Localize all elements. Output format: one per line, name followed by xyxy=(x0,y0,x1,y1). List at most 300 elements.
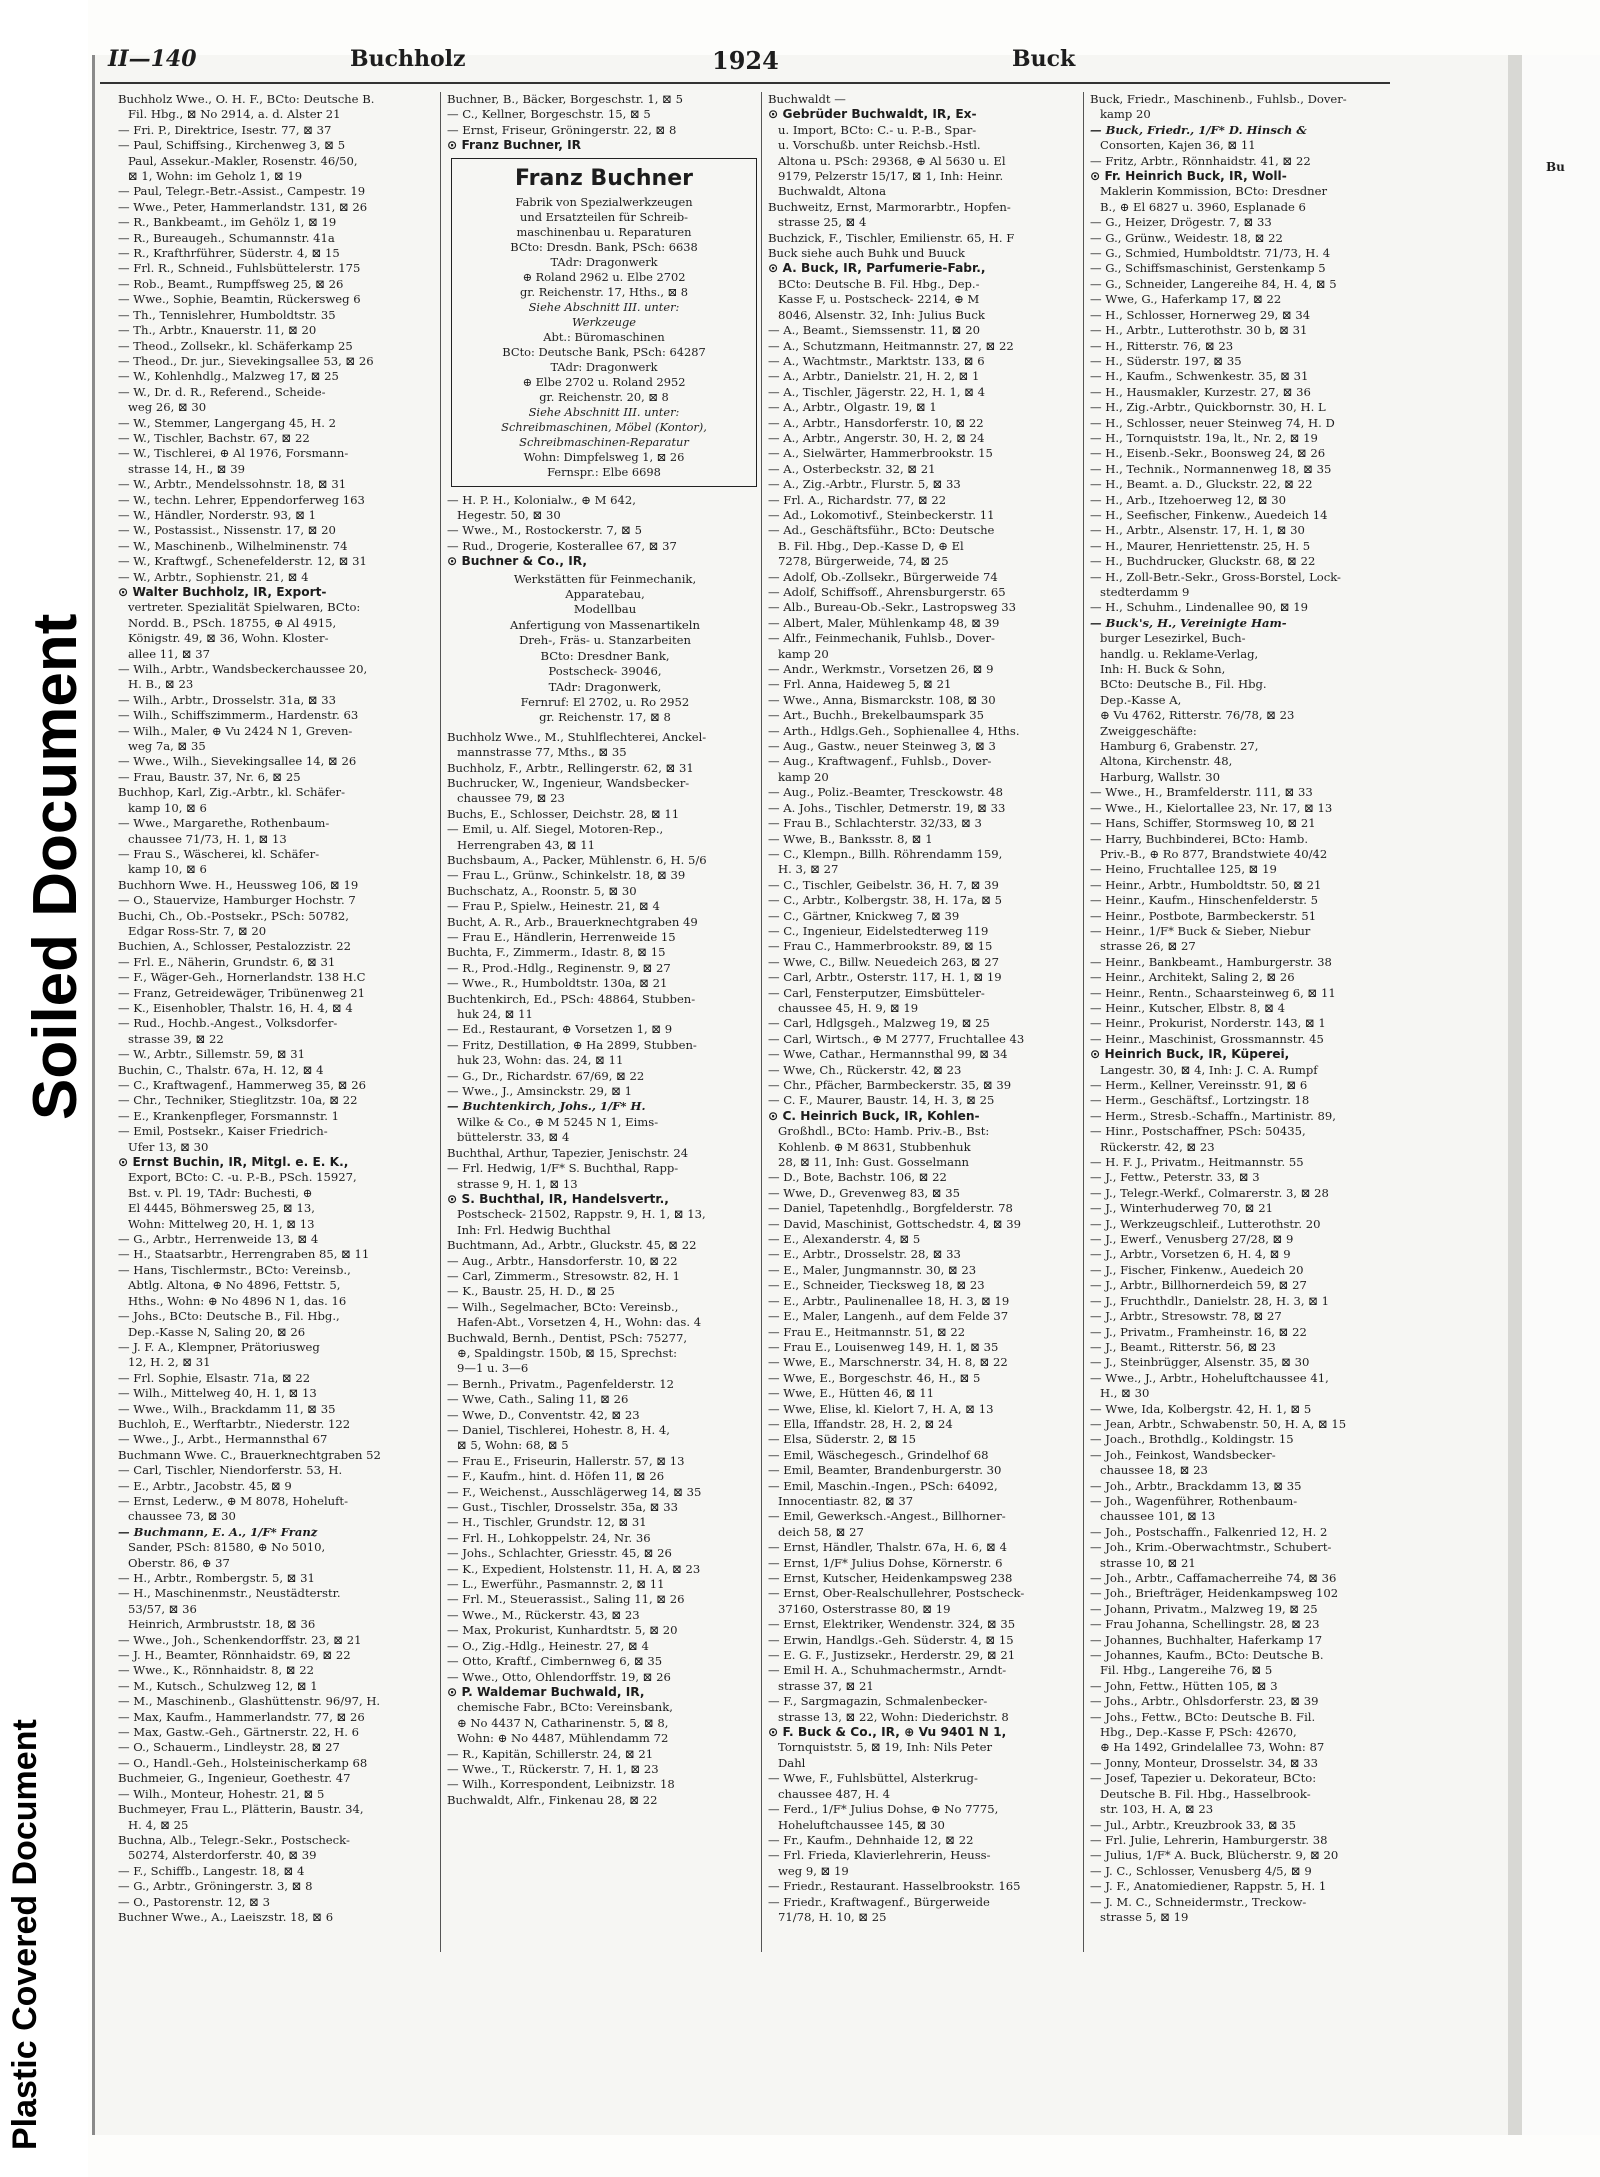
directory-entry: — Wwe., Peter, Hammerlandstr. 131, ⊠ 26 xyxy=(118,199,368,214)
directory-entry: — M., Maschinenb., Glashüttenstr. 96/97, H. xyxy=(118,1694,381,1709)
directory-entry: — W., Stemmer, Langergang 45, H. 2 xyxy=(118,415,336,430)
directory-entry: — H., Kaufm., Schwenkestr. 35, ⊠ 31 xyxy=(1090,369,1309,384)
directory-entry: strasse 13, ⊠ 22, Wohn: Diederichstr. 8 xyxy=(778,1709,1009,1724)
column-2-bottom-entries xyxy=(447,730,763,1808)
directory-entry: Buchschatz, A., Roonstr. 5, ⊠ 30 xyxy=(447,883,637,898)
directory-entry: Maklerin Kommission, BCto: Dresdner xyxy=(1100,184,1328,199)
directory-entry: ⊕ Vu 4762, Ritterstr. 76/78, ⊠ 23 xyxy=(1100,708,1295,723)
directory-entry: ⊠ 5, Wohn: 68, ⊠ 5 xyxy=(457,1438,569,1453)
directory-entry: 12, H. 2, ⊠ 31 xyxy=(128,1355,211,1370)
directory-entry: — Buck's, H., Vereinigte Ham- xyxy=(1090,615,1287,630)
directory-entry: Sander, PSch: 81580, ⊕ No 5010, xyxy=(128,1540,326,1555)
directory-entry: Buchmeyer, Frau L., Plätterin, Baustr. 34, xyxy=(118,1802,364,1817)
directory-entry: chemische Fabr., BCto: Vereinsbank, xyxy=(457,1700,673,1715)
directory-entry: 9179, Pelzerstr 15/17, ⊠ 1, Inh: Heinr. xyxy=(778,169,1004,184)
directory-entry: — Albert, Maler, Mühlenkamp 48, ⊠ 39 xyxy=(768,615,1000,630)
directory-entry: Fil. Hbg., Langereihe 76, ⊠ 5 xyxy=(1100,1663,1273,1678)
directory-entry: — Fr., Kaufm., Dehnhaide 12, ⊠ 22 xyxy=(768,1832,974,1847)
directory-entry: — A., Zig.-Arbtr., Flurstr. 5, ⊠ 33 xyxy=(768,477,961,492)
advertisement-line: Schreibmaschinen, Möbel (Kontor), xyxy=(501,419,707,434)
directory-entry: Hoheluftchaussee 145, ⊠ 30 xyxy=(778,1817,945,1832)
directory-entry: — Wwe., Margarethe, Rothenbaum- xyxy=(118,816,330,831)
directory-entry: — A., Sielwärter, Hammerbrookstr. 15 xyxy=(768,446,993,461)
directory-entry: — Frl. R., Schneid., Fuhlsbüttelerstr. 175 xyxy=(118,261,361,276)
advertisement-line: Postscheck- 39046, xyxy=(548,664,662,679)
directory-entry: — W., Tischlerei, ⊕ Al 1976, Forsmann- xyxy=(118,446,349,461)
directory-entry: chaussee 79, ⊠ 23 xyxy=(457,791,565,806)
directory-entry: — W., Händler, Norderstr. 93, ⊠ 1 xyxy=(118,507,316,522)
directory-entry: huk 23, Wohn: das. 24, ⊠ 11 xyxy=(457,1053,624,1068)
directory-entry: 28, ⊠ 11, Inh: Gust. Gosselmann xyxy=(778,1155,970,1170)
directory-entry: — Wwe., M., Rostockerstr. 7, ⊠ 5 xyxy=(447,523,642,538)
directory-entry: — Ernst, Ober-Realschullehrer, Postscheck- xyxy=(768,1586,1025,1601)
directory-entry: — G., Grünw., Weidestr. 18, ⊠ 22 xyxy=(1090,230,1283,245)
directory-entry: — Wwe, F., Fuhlsbüttel, Alsterkrug- xyxy=(768,1771,978,1786)
directory-entry: Buchloh, E., Werftarbtr., Niederstr. 122 xyxy=(118,1416,351,1431)
directory-entry: — C., Gärtner, Knickweg 7, ⊠ 39 xyxy=(768,908,960,923)
directory-entry: Export, BCto: C. -u. P.-B., PSch. 15927, xyxy=(128,1170,357,1185)
header-year: 1924 xyxy=(712,46,779,75)
directory-entry: — Paul, Telegr.-Betr.-Assist., Campestr. 19 xyxy=(118,184,366,199)
directory-entry: — C., Ingenieur, Eidelstedterweg 119 xyxy=(768,923,989,938)
directory-entry: — Gust., Tischler, Drosselstr. 35a, ⊠ 33 xyxy=(447,1500,678,1515)
directory-entry: — H., Tornquiststr. 19a, lt., Nr. 2, ⊠ 19 xyxy=(1090,430,1318,445)
advertisement-line: BCto: Deutsche Bank, PSch: 64287 xyxy=(502,344,706,359)
directory-entry: — Wwe, D., Grevenweg 83, ⊠ 35 xyxy=(768,1185,960,1200)
directory-entry: Buck siehe auch Buhk und Buuck xyxy=(768,246,965,261)
directory-entry: — K., Eisenhobler, Thalstr. 16, H. 4, ⊠ 4 xyxy=(118,1000,353,1015)
advertisement-line: Anfertigung von Massenartikeln xyxy=(510,617,700,632)
advertisement-line: Apparatebau, xyxy=(565,587,645,602)
directory-entry: Buchmann Wwe. C., Brauerknechtgraben 52 xyxy=(118,1447,381,1462)
directory-entry: — Wwe., J., Arbtr., Hoheluftchaussee 41, xyxy=(1090,1370,1329,1385)
directory-entry: — Wwe, Cath., Saling 11, ⊠ 26 xyxy=(447,1392,629,1407)
directory-entry: — J., Fruchthdlr., Danielstr. 28, H. 3, ⊠ 1 xyxy=(1090,1293,1330,1308)
directory-entry: chaussee 487, H. 4 xyxy=(778,1786,891,1801)
directory-entry: — Ernst, Lederw., ⊕ M 8078, Hoheluft- xyxy=(118,1493,349,1508)
directory-entry: H., ⊠ 30 xyxy=(1100,1386,1150,1401)
advertisement-line: BCto: Dresdn. Bank, PSch: 6638 xyxy=(510,239,698,254)
directory-entry: str. 103, H. A, ⊠ 23 xyxy=(1100,1802,1214,1817)
directory-entry: — Wilh., Monteur, Hohestr. 21, ⊠ 5 xyxy=(118,1786,325,1801)
directory-entry: — G., Schneider, Langereihe 84, H. 4, ⊠ 5 xyxy=(1090,276,1337,291)
directory-entry: — J., Beamt., Ritterstr. 56, ⊠ 23 xyxy=(1090,1339,1276,1354)
directory-entry: — Frau S., Wäscherei, kl. Schäfer- xyxy=(118,846,320,861)
directory-entry: — Heinr., Prokurist, Norderstr. 143, ⊠ 1 xyxy=(1090,1016,1326,1031)
directory-entry: — J., Werkzeugschleif., Lutterothstr. 20 xyxy=(1090,1216,1321,1231)
directory-entry: Harburg, Wallstr. 30 xyxy=(1100,769,1221,784)
directory-entry: — Carl, Wirtsch., ⊕ M 2777, Fruchtallee 43 xyxy=(768,1031,1025,1046)
directory-entry: strasse 10, ⊠ 21 xyxy=(1100,1555,1196,1570)
directory-entry: — Wwe., Sophie, Beamtin, Rückersweg 6 xyxy=(118,292,361,307)
directory-entry: Edgar Ross-Str. 7, ⊠ 20 xyxy=(128,923,267,938)
directory-entry: ⊙ P. Waldemar Buchwald, IR, xyxy=(447,1684,645,1699)
directory-entry: — Max, Gastw.-Geh., Gärtnerstr. 22, H. 6 xyxy=(118,1725,360,1740)
directory-entry: — Bernh., Privatm., Pagenfelderstr. 12 xyxy=(447,1376,675,1391)
directory-entry: deich 58, ⊠ 27 xyxy=(778,1524,864,1539)
directory-entry: — Carl, Arbtr., Osterstr. 117, H. 1, ⊠ 19 xyxy=(768,970,1002,985)
directory-entry: Buchzick, F., Tischler, Emilienstr. 65, H. F xyxy=(768,230,1015,245)
directory-entry: — Max, Kaufm., Hammerlandstr. 77, ⊠ 26 xyxy=(118,1709,365,1724)
directory-entry: kamp 20 xyxy=(778,769,829,784)
directory-entry: — R., Kapitän, Schillerstr. 24, ⊠ 21 xyxy=(447,1746,654,1761)
advertisement-line: BCto: Dresdner Bank, xyxy=(540,648,670,663)
directory-entry: — Ernst, Händler, Thalstr. 67a, H. 6, ⊠ 4 xyxy=(768,1540,1007,1555)
directory-entry: — Wwe, D., Conventstr. 42, ⊠ 23 xyxy=(447,1407,640,1422)
directory-entry: — H., Süderstr. 197, ⊠ 35 xyxy=(1090,353,1242,368)
directory-entry: Buchtenkirch, Ed., PSch: 48864, Stubben- xyxy=(447,991,696,1006)
directory-entry: — Wwe, E., Marschnerstr. 34, H. 8, ⊠ 22 xyxy=(768,1355,1008,1370)
directory-entry: — Frau P., Spielw., Heinestr. 21, ⊠ 4 xyxy=(447,899,660,914)
directory-entry: — Emil, Beamter, Brandenburgerstr. 30 xyxy=(768,1463,1002,1478)
directory-entry: — Heinr., 1/F* Buck & Sieber, Niebur xyxy=(1090,923,1311,938)
directory-entry: strasse 39, ⊠ 22 xyxy=(128,1031,224,1046)
directory-entry: — Erwin, Handlgs.-Geh. Süderstr. 4, ⊠ 15 xyxy=(768,1632,1014,1647)
directory-entry: — H. P. H., Kolonialw., ⊕ M 642, xyxy=(447,492,636,507)
directory-entry: — Heino, Fruchtallee 125, ⊠ 19 xyxy=(1090,862,1277,877)
directory-entry: — Wilh., Maler, ⊕ Vu 2424 N 1, Greven- xyxy=(118,723,353,738)
directory-entry: — O., Schauerm., Lindleystr. 28, ⊠ 27 xyxy=(118,1740,340,1755)
directory-entry: — Joh., Feinkost, Wandsbecker- xyxy=(1090,1447,1276,1462)
directory-entry: — W., Arbtr., Sophienstr. 21, ⊠ 4 xyxy=(118,569,309,584)
directory-entry: ⊙ F. Buck & Co., IR, ⊕ Vu 9401 N 1, xyxy=(768,1725,1007,1740)
directory-entry: Paul, Assekur.-Makler, Rosenstr. 46/50, xyxy=(128,153,358,168)
directory-entry: ⊕ No 4437 N, Catharinenstr. 5, ⊠ 8, xyxy=(457,1715,669,1730)
advertisement-line: maschinenbau u. Reparaturen xyxy=(516,224,692,239)
directory-entry: — W., Arbtr., Mendelssohnstr. 18, ⊠ 31 xyxy=(118,477,347,492)
directory-entry: — Frl. A., Richardstr. 77, ⊠ 22 xyxy=(768,492,947,507)
directory-entry: Kohlenb. ⊕ M 8631, Stubbenhuk xyxy=(778,1139,971,1154)
directory-entry: — Ella, Iffandstr. 28, H. 2, ⊠ 24 xyxy=(768,1416,953,1431)
directory-entry: — Frl. Anna, Haideweg 5, ⊠ 21 xyxy=(768,677,952,692)
directory-entry: — W., Maschinenb., Wilhelminenstr. 74 xyxy=(118,538,348,553)
directory-entry: — E. G. F., Justizsekr., Herderstr. 29, ⊠ 21 xyxy=(768,1648,1016,1663)
directory-entry: — Daniel, Tischlerei, Hohestr. 8, H. 4, xyxy=(447,1423,670,1437)
advertisement-line: Werkstätten für Feinmechanik, xyxy=(513,571,697,586)
directory-entry: — Ernst, 1/F* Julius Dohse, Körnerstr. 6 xyxy=(768,1555,1003,1570)
directory-entry: kamp 20 xyxy=(778,646,829,661)
directory-entry: — A., Tischler, Jägerstr. 22, H. 1, ⊠ 4 xyxy=(768,384,986,399)
directory-entry: Buchholz Wwe., O. H. F., BCto: Deutsche B. xyxy=(118,92,375,106)
directory-entry: Altona u. PSch: 29368, ⊕ Al 5630 u. El xyxy=(778,153,1006,168)
directory-entry: — R., Bankbeamt., im Gehölz 1, ⊠ 19 xyxy=(118,215,337,230)
directory-entry: — H., Arbtr., Alsenstr. 17, H. 1, ⊠ 30 xyxy=(1090,523,1305,538)
directory-entry: — Emil, u. Alf. Siegel, Motoren-Rep., xyxy=(447,822,664,837)
directory-entry: — Emil, Wäschegesch., Grindelhof 68 xyxy=(768,1447,989,1462)
buchner-advertisement xyxy=(451,158,757,487)
directory-entry: — Rud., Hochb.-Angest., Volksdorfer- xyxy=(118,1016,338,1031)
directory-entry: — W., Tischler, Bachstr. 67, ⊠ 22 xyxy=(118,430,310,445)
directory-entry: Tornquiststr. 5, ⊠ 19, Inh: Nils Peter xyxy=(778,1740,993,1755)
directory-entry: — J., Telegr.-Werkf., Colmarerstr. 3, ⊠ 28 xyxy=(1090,1185,1329,1200)
directory-entry: vertreter. Spezialität Spielwaren, BCto: xyxy=(128,600,361,615)
directory-entry: ⊙ Ernst Buchin, IR, Mitgl. e. E. K., xyxy=(118,1155,349,1170)
advertisement-line: Dreh-, Fräs- u. Stanzarbeiten xyxy=(519,633,691,648)
header-left-word: Buchholz xyxy=(350,46,466,72)
directory-entry: 9—1 u. 3—6 xyxy=(457,1361,529,1376)
directory-entry: — Alb., Bureau-Ob.-Sekr., Lastropsweg 33 xyxy=(768,600,1016,615)
directory-entry: BCto: Deutsche B., Fil. Hbg. xyxy=(1100,677,1267,692)
directory-entry: u. Vorschußb. unter Reichsb.-Hstl. xyxy=(778,138,981,153)
directory-entry: — J., Fischer, Finkenw., Auedeich 20 xyxy=(1090,1262,1304,1277)
directory-entry: — H., Arb., Itzehoerweg 12, ⊠ 30 xyxy=(1090,492,1287,507)
directory-entry: — M., Kutsch., Schulzweg 12, ⊠ 1 xyxy=(118,1678,318,1693)
directory-entry: ⊕, Spaldingstr. 150b, ⊠ 15, Sprechst: xyxy=(457,1345,678,1360)
directory-entry: — W., Arbtr., Sillemstr. 59, ⊠ 31 xyxy=(118,1047,305,1062)
directory-entry: — Aug., Poliz.-Beamter, Tresckowstr. 48 xyxy=(768,785,1003,800)
directory-entry: — Th., Arbtr., Knauerstr. 11, ⊠ 20 xyxy=(118,323,317,338)
directory-entry: — Julius, 1/F* A. Buck, Blücherstr. 9, ⊠ 20 xyxy=(1090,1848,1339,1863)
directory-entry: — Frau E., Louisenweg 149, H. 1, ⊠ 35 xyxy=(768,1339,999,1354)
directory-entry: ⊙ Fr. Heinrich Buck, IR, Woll- xyxy=(1090,169,1287,184)
directory-entry: — Wilh., Korrespondent, Leibnizstr. 18 xyxy=(447,1777,675,1792)
advertisement-line: Fernspr.: Elbe 6698 xyxy=(547,464,661,479)
directory-entry: ⊕ Ha 1492, Grindelallee 73, Wohn: 87 xyxy=(1100,1740,1325,1755)
directory-entry: — Emil H. A., Schuhmachermstr., Arndt- xyxy=(768,1663,1007,1678)
directory-entry: — O., Handl.-Geh., Holsteinischerkamp 68 xyxy=(118,1755,368,1770)
directory-entry: — H., Buchdrucker, Gluckstr. 68, ⊠ 22 xyxy=(1090,554,1316,569)
column-2 xyxy=(447,92,763,1808)
directory-entry: H. 3, ⊠ 27 xyxy=(778,862,839,877)
directory-entry: — A., Wachtmstr., Marktstr. 133, ⊠ 6 xyxy=(768,353,985,368)
directory-entry: — Frau E., Friseurin, Hallerstr. 57, ⊠ 13 xyxy=(447,1453,685,1468)
directory-entry: — Heinr., Rentn., Schaarsteinweg 6, ⊠ 11 xyxy=(1090,985,1336,1000)
directory-entry: — Alfr., Feinmechanik, Fuhlsb., Dover- xyxy=(768,631,995,646)
directory-entry: H. B., ⊠ 23 xyxy=(128,677,194,692)
directory-entry: Dep.-Kasse A, xyxy=(1100,692,1182,707)
directory-entry: — Max, Prokurist, Kunhardtstr. 5, ⊠ 20 xyxy=(447,1623,678,1638)
directory-entry: Altona, Kirchenstr. 48, xyxy=(1100,754,1233,769)
advertisement-line: ⊕ Roland 2962 u. Elbe 2702 xyxy=(522,269,686,284)
advertisement-title: Franz Buchner xyxy=(514,165,693,191)
directory-entry: — H., Arbtr., Lutterothstr. 30 b, ⊠ 31 xyxy=(1090,323,1308,338)
directory-entry: ⊙ C. Heinrich Buck, IR, Kohlen- xyxy=(768,1108,980,1123)
column-2-middle-entries xyxy=(447,493,763,570)
advertisement-line: TAdr: Dragonwerk xyxy=(550,359,658,374)
directory-entry: — Wilh., Arbtr., Drosselstr. 31a, ⊠ 33 xyxy=(118,692,336,707)
directory-entry: — J., Arbtr., Billhornerdeich 59, ⊠ 27 xyxy=(1090,1278,1307,1293)
directory-entry: — J. F. A., Klempner, Prätoriusweg xyxy=(118,1339,320,1354)
directory-entry: — H., Tischler, Grundstr. 12, ⊠ 31 xyxy=(447,1515,647,1530)
directory-entry: Fil. Hbg., ⊠ No 2914, a. d. Alster 21 xyxy=(128,107,341,122)
directory-entry: — Jonny, Monteur, Drosselstr. 34, ⊠ 33 xyxy=(1090,1755,1318,1770)
directory-entry: Ufer 13, ⊠ 30 xyxy=(128,1139,209,1154)
directory-entry: — O., Zig.-Hdlg., Heinestr. 27, ⊠ 4 xyxy=(447,1638,649,1653)
directory-entry: ⊙ Heinrich Buck, IR, Küperei, xyxy=(1090,1047,1290,1062)
directory-entry: Consorten, Kajen 36, ⊠ 11 xyxy=(1100,138,1256,153)
directory-entry: — Carl, Tischler, Niendorferstr. 53, H. xyxy=(118,1463,343,1478)
advertisement-line: Wohn: Dimpfelsweg 1, ⊠ 26 xyxy=(523,449,685,464)
directory-entry: — Joh., Briefträger, Heidenkampsweg 102 xyxy=(1090,1586,1339,1601)
directory-entry: — E., Schneider, Tiecksweg 18, ⊠ 23 xyxy=(768,1278,985,1293)
directory-entry: — Wwe, Ida, Kolbergstr. 42, H. 1, ⊠ 5 xyxy=(1090,1401,1312,1416)
directory-entry: kamp 10, ⊠ 6 xyxy=(128,800,207,815)
directory-entry: — Ernst, Friseur, Gröningerstr. 22, ⊠ 8 xyxy=(447,122,677,137)
directory-entry: Hbg., Dep.-Kasse F, PSch: 42670, xyxy=(1100,1725,1297,1740)
directory-entry: — Ernst, Elektriker, Wendenstr. 324, ⊠ 35 xyxy=(768,1617,1016,1632)
directory-entry: — Emil, Gewerksch.-Angest., Billhorner- xyxy=(768,1509,1006,1524)
advertisement-line: Schreibmaschinen-Reparatur xyxy=(519,434,689,449)
directory-entry: — Heinr., Maschinist, Grossmannstr. 45 xyxy=(1090,1031,1324,1046)
directory-entry: — Ernst, Kutscher, Heidenkampsweg 238 xyxy=(768,1571,1013,1585)
directory-entry: — Hans, Schiffer, Stormsweg 10, ⊠ 21 xyxy=(1090,816,1316,831)
directory-entry: — Johann, Privatm., Malzweg 19, ⊠ 25 xyxy=(1090,1601,1318,1616)
directory-entry: — H., Seefischer, Finkenw., Auedeich 14 xyxy=(1090,507,1328,522)
advertisement-line: ⊕ Elbe 2702 u. Roland 2952 xyxy=(522,374,686,389)
directory-entry: — Aug., Arbtr., Hansdorferstr. 10, ⊠ 22 xyxy=(447,1253,678,1268)
advertisement-line: Siehe Abschnitt III. unter: xyxy=(528,404,680,419)
directory-entry: — W., techn. Lehrer, Eppendorferweg 163 xyxy=(118,492,365,507)
directory-entry: Buck, Friedr., Maschinenb., Fuhlsb., Dover- xyxy=(1090,92,1347,106)
directory-entry: — Aug., Gastw., neuer Steinweg 3, ⊠ 3 xyxy=(768,739,996,754)
directory-entry: — Andr., Werkmstr., Vorsetzen 26, ⊠ 9 xyxy=(768,662,994,677)
directory-entry: — J. C., Schlosser, Venusberg 4/5, ⊠ 9 xyxy=(1090,1863,1312,1878)
page-edge xyxy=(1508,55,1522,2135)
advertisement-line: gr. Reichenstr. 17, ⊠ 8 xyxy=(539,710,671,725)
directory-entry: Großhdl., BCto: Hamb. Priv.-B., Bst: xyxy=(778,1124,990,1139)
directory-entry: — C., Tischler, Geibelstr. 36, H. 7, ⊠ 39 xyxy=(768,877,999,892)
directory-entry: Priv.-B., ⊕ Ro 877, Brandstwiete 40/42 xyxy=(1100,846,1328,861)
directory-entry: — C., Arbtr., Kolbergstr. 38, H. 17a, ⊠ 5 xyxy=(768,893,1003,908)
directory-entry: — Theod., Zollsekr., kl. Schäferkamp 25 xyxy=(118,338,353,353)
directory-entry: Oberstr. 86, ⊕ 37 xyxy=(128,1555,230,1570)
directory-entry: Herrengraben 43, ⊠ 11 xyxy=(457,837,595,852)
directory-entry: Abtlg. Altona, ⊕ No 4896, Fettstr. 5, xyxy=(128,1278,341,1293)
directory-entry: — W., Dr. d. R., Referend., Scheide- xyxy=(118,384,326,399)
directory-entry: — C., Kraftwagenf., Hammerweg 35, ⊠ 26 xyxy=(118,1078,366,1092)
directory-entry: — G., Arbtr., Gröningerstr. 3, ⊠ 8 xyxy=(118,1879,313,1894)
directory-entry: — Wwe, B., Banksstr. 8, ⊠ 1 xyxy=(768,831,933,846)
directory-entry: — Ferd., 1/F* Julius Dohse, ⊕ No 7775, xyxy=(768,1802,999,1817)
directory-entry: — Jul., Arbtr., Kreuzbrook 33, ⊠ 35 xyxy=(1090,1817,1297,1832)
directory-entry: Hegestr. 50, ⊠ 30 xyxy=(457,508,561,523)
directory-entry: — Frau, Baustr. 37, Nr. 6, ⊠ 25 xyxy=(118,769,301,784)
directory-entry: Buchthal, Arthur, Tapezier, Jenischstr. 24 xyxy=(447,1145,689,1160)
directory-entry: Inh: H. Buck & Sohn, xyxy=(1100,662,1226,677)
directory-entry: Königstr. 49, ⊠ 36, Wohn. Kloster- xyxy=(128,631,329,646)
directory-entry: — Ad., Geschäftsführ., BCto: Deutsche xyxy=(768,523,995,538)
directory-entry: — Daniel, Tapetenhdlg., Borgfelderstr. 78 xyxy=(768,1201,1013,1216)
directory-entry: Buchi, Ch., Ob.-Postsekr., PSch: 50782, xyxy=(118,908,349,923)
directory-entry: — Johs., Arbtr., Ohlsdorferstr. 23, ⊠ 39 xyxy=(1090,1694,1319,1709)
directory-entry: Buchwaldt, Alfr., Finkenau 28, ⊠ 22 xyxy=(447,1792,658,1807)
directory-entry: — Wwe., Wilh., Brackdamm 11, ⊠ 35 xyxy=(118,1401,336,1416)
directory-entry: — Ed., Restaurant, ⊕ Vorsetzen 1, ⊠ 9 xyxy=(447,1022,673,1037)
directory-entry: — E., Arbtr., Paulinenallee 18, H. 3, ⊠ 19 xyxy=(768,1293,1010,1308)
directory-entry: — G., Schmied, Humboldtstr. 71/73, H. 4 xyxy=(1090,246,1331,261)
directory-entry: — Wwe, E., Borgeschstr. 46, H., ⊠ 5 xyxy=(768,1370,981,1385)
directory-entry: büttelerstr. 33, ⊠ 4 xyxy=(457,1130,570,1145)
directory-entry: — Wwe., K., Rönnhaidstr. 8, ⊠ 22 xyxy=(118,1663,315,1678)
directory-entry: — Th., Tennislehrer, Humboldtstr. 35 xyxy=(118,307,336,322)
directory-entry: ⊙ S. Buchthal, IR, Handelsvertr., xyxy=(447,1191,669,1206)
directory-entry: huk 24, ⊠ 11 xyxy=(457,1007,533,1022)
directory-entry: chaussee 101, ⊠ 13 xyxy=(1100,1509,1216,1524)
directory-entry: burger Lesezirkel, Buch- xyxy=(1100,631,1246,646)
directory-entry: Hafen-Abt., Vorsetzen 4, H., Wohn: das. 4 xyxy=(457,1315,702,1330)
directory-entry: — H., Hausmakler, Kurzestr. 27, ⊠ 36 xyxy=(1090,384,1311,399)
directory-entry: Buchta, F., Zimmerm., Idastr. 8, ⊠ 15 xyxy=(447,945,666,960)
directory-entry: — H., Technik., Normannenweg 18, ⊠ 35 xyxy=(1090,461,1332,476)
directory-entry: — Arth., Hdlgs.Geh., Sophienallee 4, Hths. xyxy=(768,723,1020,738)
directory-entry: — Heinr., Kaufm., Hinschenfelderstr. 5 xyxy=(1090,893,1318,908)
directory-entry: strasse 14, H., ⊠ 39 xyxy=(128,461,245,476)
directory-entry: Buchwaldt — xyxy=(768,92,846,106)
directory-entry: Buchsbaum, A., Packer, Mühlenstr. 6, H. 5/6 xyxy=(447,852,707,867)
directory-entry: — Wwe, G., Haferkamp 17, ⊠ 22 xyxy=(1090,292,1282,307)
directory-entry: — Harry, Buchbinderei, BCto: Hamb. xyxy=(1090,831,1309,846)
directory-entry: — Franz, Getreidewäger, Tribünenweg 21 xyxy=(118,985,365,1000)
directory-entry: — Wwe, C., Billw. Neuedeich 263, ⊠ 27 xyxy=(768,954,1000,969)
directory-entry: ⊠ 1, Wohn: im Geholz 1, ⊠ 19 xyxy=(128,169,303,184)
directory-entry: — Frl. H., Lohkoppelstr. 24, Nr. 36 xyxy=(447,1530,651,1545)
directory-entry: kamp 20 xyxy=(1100,107,1151,122)
directory-entry: — Wwe., J., Arbt., Hermannsthal 67 xyxy=(118,1432,328,1447)
directory-entry: — H., Maschinenmstr., Neustädterstr. xyxy=(118,1586,341,1601)
directory-entry: — Johs., Fettw., BCto: Deutsche B. Fil. xyxy=(1090,1709,1316,1724)
advertisement-line: Werkzeuge xyxy=(572,314,636,329)
directory-entry: Bucht, A. R., Arb., Brauerknechtgraben 49 xyxy=(447,914,698,929)
directory-entry: Hths., Wohn: ⊕ No 4896 N 1, das. 16 xyxy=(128,1293,347,1308)
directory-entry: — Fritz, Destillation, ⊕ Ha 2899, Stubben- xyxy=(447,1037,697,1052)
directory-entry: Buchwaldt, Altona xyxy=(778,184,887,199)
directory-entry: — Joh., Krim.-Oberwachtmstr., Schubert- xyxy=(1090,1540,1332,1555)
directory-entry: — E., Krankenpfleger, Forsmannstr. 1 xyxy=(118,1108,340,1123)
directory-entry: — Johannes, Kaufm., BCto: Deutsche B. xyxy=(1090,1648,1324,1663)
advertisement-line: Fabrik von Spezialwerkzeugen xyxy=(515,194,693,209)
directory-entry: — Wwe., M., Rückerstr. 43, ⊠ 23 xyxy=(447,1607,640,1622)
directory-entry: — A., Osterbeckstr. 32, ⊠ 21 xyxy=(768,461,936,476)
advertisement-line: TAdr: Dragonwerk, xyxy=(548,679,662,694)
directory-entry: — Otto, Kraftf., Cimbernweg 6, ⊠ 35 xyxy=(447,1654,663,1669)
directory-entry: Wohn: ⊕ No 4487, Mühlendamm 72 xyxy=(457,1731,669,1746)
directory-entry: strasse 5, ⊠ 19 xyxy=(1100,1909,1189,1924)
advertisement-line: und Ersatzteilen für Schreib- xyxy=(520,209,688,224)
directory-entry: — Carl, Hdlgsgeh., Malzweg 19, ⊠ 25 xyxy=(768,1016,990,1031)
directory-entry: — H., Zoll-Betr.-Sekr., Gross-Borstel, Lock- xyxy=(1090,569,1341,584)
directory-entry: — Art., Buchh., Brekelbaumspark 35 xyxy=(768,708,984,723)
directory-entry: Buchner, B., Bäcker, Borgeschstr. 1, ⊠ 5 xyxy=(447,92,683,106)
directory-entry: — A. Johs., Tischler, Detmerstr. 19, ⊠ 33 xyxy=(768,800,1006,815)
directory-entry: — Heinr., Arbtr., Humboldtstr. 50, ⊠ 21 xyxy=(1090,877,1322,892)
adjacent-page-fragment: Bu xyxy=(1546,160,1565,174)
directory-entry: B., ⊕ El 6827 u. 3960, Esplanade 6 xyxy=(1100,199,1306,214)
directory-entry: Buchmeier, G., Ingenieur, Goethestr. 47 xyxy=(118,1771,351,1786)
directory-entry: — Wwe., H., Kielortallee 23, Nr. 17, ⊠ 13 xyxy=(1090,800,1333,815)
column-1 xyxy=(118,92,434,1925)
directory-entry: Langestr. 30, ⊠ 4, Inh: J. C. A. Rumpf xyxy=(1100,1062,1318,1077)
directory-entry: Buchien, A., Schlosser, Pestalozzistr. 22 xyxy=(118,939,352,954)
directory-entry: — Wwe, Ch., Rückerstr. 42, ⊠ 23 xyxy=(768,1062,962,1077)
directory-entry: Buchtmann, Ad., Arbtr., Gluckstr. 45, ⊠ 22 xyxy=(447,1238,697,1253)
directory-entry: Buchhorn Wwe. H., Heussweg 106, ⊠ 19 xyxy=(118,877,359,892)
directory-entry: 8046, Alsenstr. 32, Inh: Julius Buck xyxy=(778,307,985,322)
column-divider xyxy=(440,92,441,1952)
directory-entry: — Johs., BCto: Deutsche B., Fil. Hbg., xyxy=(118,1309,340,1324)
advertisement-line: Siehe Abschnitt III. unter: xyxy=(528,299,680,314)
advertisement-line: gr. Reichenstr. 17, Hths., ⊠ 8 xyxy=(519,284,689,299)
directory-entry: 50274, Alsterdorferstr. 40, ⊠ 39 xyxy=(128,1848,317,1863)
directory-entry: — Elsa, Süderstr. 2, ⊠ 15 xyxy=(768,1432,917,1447)
directory-entry: — Wwe., Wilh., Sievekingsallee 14, ⊠ 26 xyxy=(118,754,357,769)
directory-entry: weg 26, ⊠ 30 xyxy=(128,400,207,415)
directory-entry: — Ad., Lokomotivf., Steinbeckerstr. 11 xyxy=(768,507,995,522)
directory-entry: — J., Steinbrügger, Alsenstr. 35, ⊠ 30 xyxy=(1090,1355,1310,1370)
directory-entry: — C. F., Maurer, Baustr. 14, H. 3, ⊠ 25 xyxy=(768,1093,995,1108)
directory-entry: — E., Maler, Langenh., auf dem Felde 37 xyxy=(768,1309,1009,1324)
directory-entry: — Joh., Wagenführer, Rothenbaum- xyxy=(1090,1493,1298,1508)
advertisement-line: Abt.: Büromaschinen xyxy=(543,329,665,344)
